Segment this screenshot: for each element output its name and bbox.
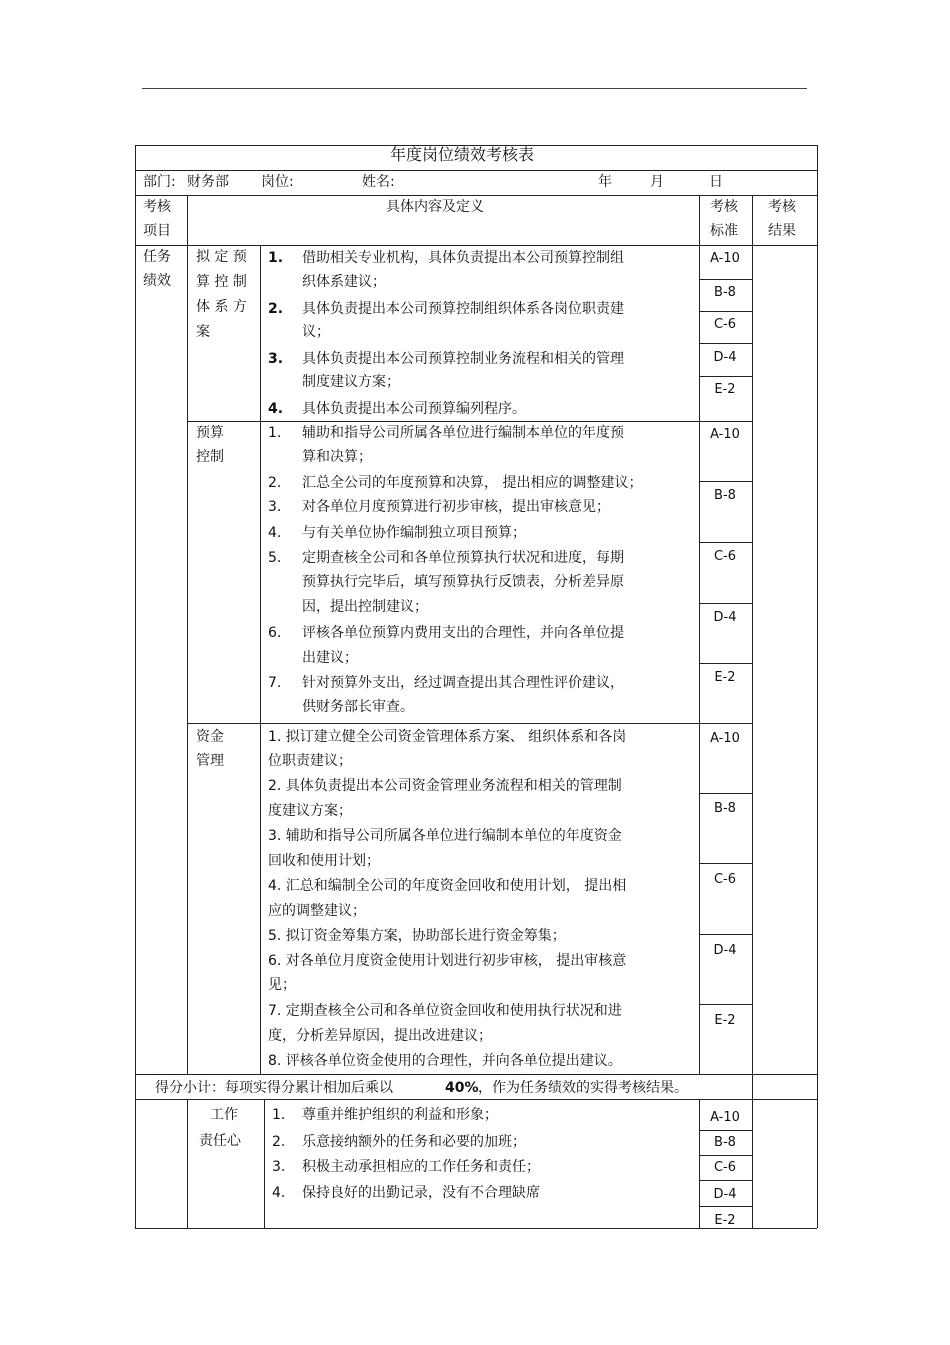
item-text: 具体负责提出本公司预算控制组织体系各岗位职责建 (302, 301, 624, 317)
item-text: 乐意接纳额外的任务和必要的加班； (302, 1134, 526, 1150)
item-number: 2. (268, 475, 282, 491)
item-text: 与有关单位协作编制独立项目预算； (302, 525, 526, 541)
item-number: 4. (272, 1185, 286, 1201)
item-text: 5. 拟订资金筹集方案，协助部长进行资金筹集； (268, 928, 566, 944)
item-text: 保持良好的出勤记录，没有不合理缺席 (302, 1185, 540, 1201)
item-number: 3. (272, 1159, 286, 1175)
grade-a: A-10 (710, 731, 740, 746)
header-item: 考核 (143, 199, 171, 215)
section-name: 控制 (196, 449, 224, 465)
item-text: 应的调整建议； (268, 903, 366, 919)
item-text: 1. 拟订建立健全公司资金管理体系方案、 组织体系和各岗 (268, 729, 627, 745)
grade-a: A-10 (710, 1110, 740, 1125)
grade-d: D-4 (713, 350, 737, 365)
dept-value: 财务部 (187, 174, 229, 190)
item-text: 回收和使用计划； (268, 853, 380, 869)
item-text: 算和决算； (302, 449, 372, 465)
item-text: 织体系建议； (302, 274, 386, 290)
grade-c: C-6 (713, 549, 737, 564)
section-name: 预算 (196, 425, 224, 441)
header-standard: 标准 (710, 223, 738, 239)
item-text: 辅助和指导公司所属各单位进行编制本单位的年度预 (302, 425, 624, 441)
subtotal-prefix: 得分小计：每项实得分累计相加后乘以 (155, 1080, 393, 1096)
item-number: 2. (268, 301, 284, 317)
item-text: 对各单位月度预算进行初步审核，提出审核意见； (302, 499, 610, 515)
header-result: 结果 (768, 223, 796, 239)
item-number: 3. (268, 499, 282, 515)
header-content: 具体内容及定义 (386, 199, 484, 215)
category-label: 绩效 (143, 273, 171, 289)
item-number: 2. (272, 1134, 286, 1150)
grade-d: D-4 (713, 610, 737, 625)
grade-d: D-4 (713, 1187, 737, 1202)
item-number: 5. (268, 550, 282, 566)
item-number: 1. (272, 1107, 286, 1123)
item-number: 6. (268, 625, 282, 641)
header-standard: 考核 (710, 199, 738, 215)
post-label: 岗位: (261, 174, 294, 190)
subtotal-percent: 40% (445, 1080, 479, 1096)
grade-c: C-6 (713, 1160, 737, 1175)
item-text: 议； (302, 324, 330, 340)
item-number: 3. (268, 351, 284, 367)
item-text: 针对预算外支出，经过调查提出其合理性评价建议， (302, 675, 624, 691)
grade-e: E-2 (714, 1013, 736, 1028)
grade-b: B-8 (714, 285, 736, 300)
grade-a: A-10 (710, 251, 740, 266)
item-text: 7. 定期查核全公司和各单位资金回收和使用执行状况和进 (268, 1003, 622, 1019)
item-text: 因，提出控制建议； (302, 599, 428, 615)
item-text: 制度建议方案； (302, 374, 400, 390)
header-item: 项目 (143, 223, 171, 239)
item-number: 7. (268, 675, 282, 691)
grade-e: E-2 (714, 1213, 736, 1228)
item-text: 借助相关专业机构，具体负责提出本公司预算控制组 (302, 250, 624, 266)
item-number: 1. (268, 425, 282, 441)
item-number: 1. (268, 250, 284, 266)
grade-b: B-8 (714, 1135, 736, 1150)
month-label: 月 (650, 174, 664, 190)
item-text: 供财务部长审查。 (302, 699, 414, 715)
name-label: 姓名: (362, 174, 395, 190)
item-text: 积极主动承担相应的工作任务和责任； (302, 1159, 540, 1175)
section-name: 算 控 制 (196, 274, 247, 290)
grade-e: E-2 (714, 382, 736, 397)
item-text: 度，分析差异原因，提出改进建议； (268, 1028, 492, 1044)
item-text: 出建议； (302, 650, 358, 666)
item-text: 6. 对各单位月度资金使用计划进行初步审核， 提出审核意 (268, 953, 627, 969)
grade-a: A-10 (710, 427, 740, 442)
grade-e: E-2 (714, 670, 736, 685)
header-rule (142, 88, 807, 89)
header-result: 考核 (768, 199, 796, 215)
day-label: 日 (709, 174, 723, 190)
item-text: 位职责建议； (268, 753, 352, 769)
section-name: 资金 (196, 729, 224, 745)
item-text: 度建议方案； (268, 803, 352, 819)
category-label: 任务 (143, 249, 171, 265)
item-text: 预算执行完毕后，填写预算执行反馈表，分析差异原 (302, 574, 624, 590)
item-text: 具体负责提出本公司预算控制业务流程和相关的管理 (302, 351, 624, 367)
item-text: 汇总全公司的年度预算和决算， 提出相应的调整建议； (302, 475, 643, 491)
section-name: 案 (196, 324, 210, 340)
subtotal-suffix: ，作为任务绩效的实得考核结果。 (478, 1080, 688, 1096)
grade-c: C-6 (713, 872, 737, 887)
item-text: 2. 具体负责提出本公司资金管理业务流程和相关的管理制 (268, 778, 622, 794)
item-number: 4. (268, 525, 282, 541)
grade-c: C-6 (713, 317, 737, 332)
item-text: 尊重并维护组织的利益和形象； (302, 1107, 498, 1123)
item-text: 3. 辅助和指导公司所属各单位进行编制本单位的年度资金 (268, 828, 622, 844)
dept-label: 部门: (143, 174, 176, 190)
item-text: 评核各单位预算内费用支出的合理性，并向各单位提 (302, 625, 624, 641)
section-name: 拟 定 预 (196, 249, 247, 265)
item-text: 见； (268, 977, 296, 993)
item-number: 4. (268, 401, 284, 417)
item-text: 4. 汇总和编制全公司的年度资金回收和使用计划， 提出相 (268, 878, 627, 894)
grade-b: B-8 (714, 488, 736, 503)
year-label: 年 (598, 174, 612, 190)
section-name: 工作 (210, 1107, 238, 1123)
item-text: 定期查核全公司和各单位预算执行状况和进度，每期 (302, 550, 624, 566)
section-name: 管理 (196, 753, 224, 769)
section-name: 责任心 (199, 1133, 241, 1149)
form-title: 年度岗位绩效考核表 (390, 145, 535, 164)
grade-d: D-4 (713, 943, 737, 958)
item-text: 具体负责提出本公司预算编列程序。 (302, 401, 526, 417)
grade-b: B-8 (714, 801, 736, 816)
item-text: 8. 评核各单位资金使用的合理性，并向各单位提出建议。 (268, 1053, 622, 1069)
section-name: 体 系 方 (196, 299, 247, 315)
